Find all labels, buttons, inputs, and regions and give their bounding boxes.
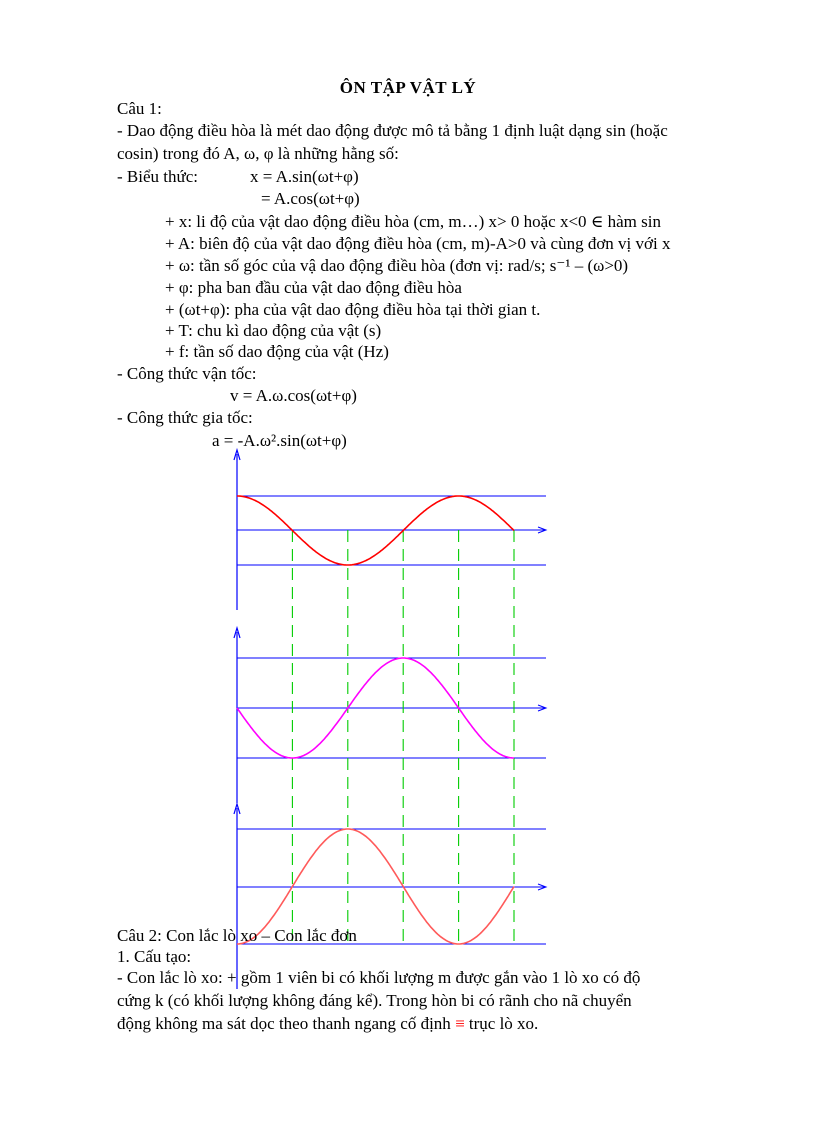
expression-label: - Biểu thức: <box>117 167 198 186</box>
item-x: + x: li độ của vật dao động điều hòa (cm, m…) x> 0 hoặc x<0 ∈ hàm sin <box>165 212 661 231</box>
item-frequency: + f: tần số dao động của vật (Hz) <box>165 342 389 361</box>
cau2-line-1: - Con lắc lò xo: + gồm 1 viên bi có khối lượng m được gắn vào 1 lò xo có độ <box>117 968 641 987</box>
item-period: + T: chu kì dao động của vật (s) <box>165 321 382 340</box>
velocity-label: - Công thức vận tốc: <box>117 364 257 383</box>
definition-line-2: cosin) trong đó A, ω, φ là những hằng số: <box>117 144 399 163</box>
cau2-line-3 <box>117 1013 538 1035</box>
acceleration-label: - Công thức gia tốc: <box>117 408 253 427</box>
cau2-heading: Câu 2: Con lắc lò xo – Con lắc đơn <box>117 926 357 945</box>
item-omega: + ω: tần số góc của vậ dao động điều hòa (đơn vị: rad/s; s⁻¹ – (ω>0) <box>165 256 629 275</box>
page-title: ÔN TẬP VẬT LÝ <box>339 78 477 97</box>
cau1-heading: Câu 1: <box>117 99 162 118</box>
cau2-line-3-text-b: trục lò xo. <box>464 1014 539 1033</box>
item-phase: + (ωt+φ): pha của vật dao động điều hòa tại thời gian t. <box>165 300 541 319</box>
graph-axes <box>234 450 546 989</box>
cau2-line-2: cứng k (có khối lượng không đáng kể). Trong hòn bi có rãnh cho nã chuyển <box>117 991 632 1010</box>
cau2-line-3-text-a: động không ma sát dọc theo thanh ngang cố định <box>117 1014 456 1033</box>
item-a: + A: biên độ của vật dao động điều hòa (cm, m)-A>0 và cùng đơn vị với x <box>165 234 671 253</box>
cau2-subheading: 1. Cấu tạo: <box>117 947 192 966</box>
velocity-formula: v = A.ω.cos(ωt+φ) <box>230 386 357 405</box>
formula-sin: x = A.sin(ωt+φ) <box>250 167 359 186</box>
graph-curves <box>237 496 514 944</box>
item-phi: + φ: pha ban đầu của vật dao động điều hòa <box>165 278 462 297</box>
equivalence-symbol: ≡ <box>455 1014 465 1033</box>
acceleration-formula: a = -A.ω².sin(ωt+φ) <box>212 431 347 450</box>
formula-cos: = A.cos(ωt+φ) <box>261 189 360 208</box>
definition-line-1: - Dao động điều hòa là mét dao động được mô tả bằng 1 định luật dạng sin (hoặc <box>117 121 668 140</box>
